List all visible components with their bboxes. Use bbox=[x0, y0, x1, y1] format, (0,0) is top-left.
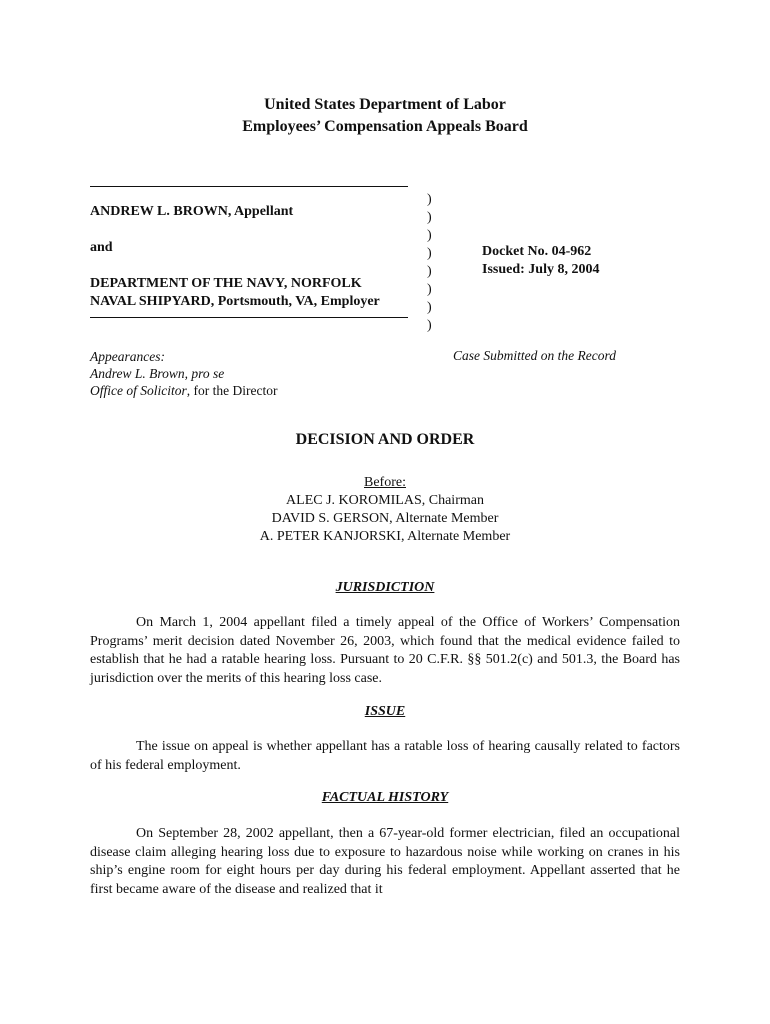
appearances-block bbox=[90, 348, 277, 399]
caption-parentheses: ) ) ) ) ) ) ) ) bbox=[427, 192, 432, 333]
jurisdiction-paragraph: On March 1, 2004 appellant filed a timely appeal of the Office of Workers’ Compensation Programs’ merit decision dated November 26, 2003, which found that the medical evidence failed to establish that he had a ratable hearing loss. Pursuant to 20 C.F.R. §§ 501.2(c) and 501.3, the Board has jurisdiction over the merits of this hearing loss case. bbox=[90, 615, 680, 686]
issue-heading: ISSUE bbox=[364, 704, 406, 719]
agency-name: United States Department of Labor bbox=[264, 96, 506, 113]
jurisdiction-heading: JURISDICTION bbox=[335, 580, 435, 595]
director-representative: Office of Solicitor, for the Director bbox=[90, 383, 278, 398]
appearances-label: Appearances: bbox=[90, 349, 165, 364]
caption-and: and bbox=[90, 240, 113, 255]
agency-header bbox=[0, 94, 770, 138]
appellant-name: ANDREW L. BROWN, Appellant bbox=[90, 204, 294, 219]
appellant-representative: Andrew L. Brown, pro se bbox=[90, 366, 225, 381]
caption-top-rule bbox=[90, 186, 408, 187]
docket-number: Docket No. 04-962 bbox=[482, 244, 592, 259]
docket-info bbox=[482, 243, 599, 279]
panel-member: A. PETER KANJORSKI, Alternate Member bbox=[259, 529, 511, 544]
case-caption bbox=[90, 186, 410, 318]
employer-line-2: NAVAL SHIPYARD, Portsmouth, VA, Employer bbox=[90, 294, 380, 309]
board-name: Employees’ Compensation Appeals Board bbox=[242, 118, 528, 135]
caption-bottom-rule bbox=[90, 317, 408, 318]
case-submitted-note: Case Submitted on the Record bbox=[453, 348, 616, 363]
factual-history-paragraph: On September 28, 2002 appellant, then a 67-year-old former electrician, filed an occupational disease claim alleging hearing loss due to exposure to hazardous noise while working on cranes in his ship’s engine room for eight hours per day during his federal employment. Appellant asserted that he first became aware of the disease and realized that it bbox=[90, 826, 680, 897]
panel-member: DAVID S. GERSON, Alternate Member bbox=[271, 511, 499, 526]
issued-date: Issued: July 8, 2004 bbox=[482, 262, 600, 277]
factual-history-heading: FACTUAL HISTORY bbox=[321, 790, 449, 805]
before-label: Before: bbox=[364, 475, 406, 490]
board-panel bbox=[0, 474, 770, 546]
panel-member: ALEC J. KOROMILAS, Chairman bbox=[286, 493, 484, 508]
decision-title: DECISION AND ORDER bbox=[295, 431, 475, 448]
issue-paragraph: The issue on appeal is whether appellant has a ratable loss of hearing causally related to factors of his federal employment. bbox=[90, 739, 680, 773]
employer-line-1: DEPARTMENT OF THE NAVY, NORFOLK bbox=[90, 276, 362, 291]
